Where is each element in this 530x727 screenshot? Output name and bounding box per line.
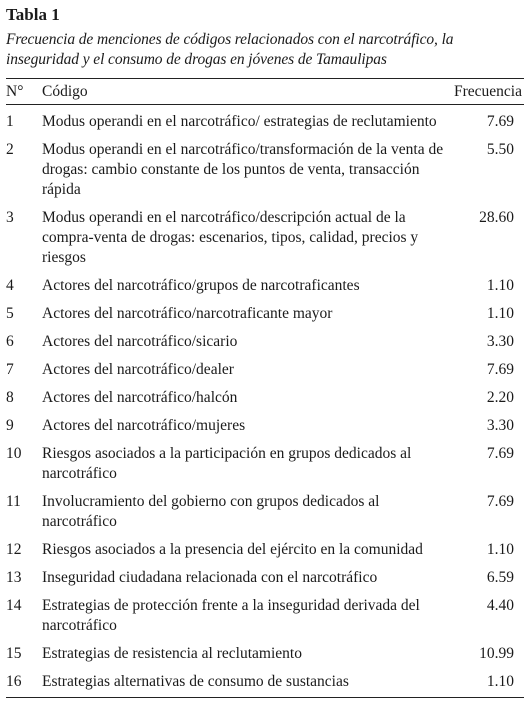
table-row xyxy=(6,356,524,384)
header-num: N° xyxy=(6,82,24,100)
table-row xyxy=(6,440,524,488)
row-code: Involucramiento del gobierno con grupos dedicados al narcotráfico xyxy=(42,493,380,530)
row-freq: 7.69 xyxy=(486,113,514,130)
row-num: 6 xyxy=(6,333,14,350)
table-row xyxy=(6,536,524,564)
row-code: Inseguridad ciudadana relacionada con el narcotráfico xyxy=(42,569,378,586)
table-row xyxy=(6,136,524,204)
row-freq: 28.60 xyxy=(479,209,514,226)
table-body xyxy=(6,105,524,696)
row-freq: 1.10 xyxy=(486,305,514,322)
row-code: Riesgos asociados a la participación en grupos dedicados al narcotráfico xyxy=(42,445,412,482)
row-num: 10 xyxy=(6,445,22,462)
header-code: Código xyxy=(42,82,88,100)
table-bottom-rule xyxy=(6,697,524,698)
row-num: 9 xyxy=(6,417,14,434)
row-freq: 1.10 xyxy=(486,673,514,690)
row-num: 1 xyxy=(6,113,14,130)
row-num: 3 xyxy=(6,209,14,226)
row-code: Actores del narcotráfico/halcón xyxy=(42,389,238,406)
table-row xyxy=(6,204,524,272)
row-num: 15 xyxy=(6,645,22,662)
row-num: 14 xyxy=(6,597,22,614)
row-code: Modus operandi en el narcotráfico/descripción actual de la compra-venta de drogas: escenarios, tipos, calidad, precios y riesgos xyxy=(42,209,419,266)
table-row xyxy=(6,272,524,300)
table-row xyxy=(6,488,524,536)
header-freq: Frecuencia xyxy=(454,82,522,100)
row-freq: 7.69 xyxy=(486,493,514,510)
row-code: Actores del narcotráfico/dealer xyxy=(42,361,234,378)
table-row xyxy=(6,384,524,412)
table-row xyxy=(6,564,524,592)
row-num: 7 xyxy=(6,361,14,378)
table-row xyxy=(6,108,524,136)
row-code: Actores del narcotráfico/sicario xyxy=(42,333,238,350)
row-freq: 3.30 xyxy=(486,333,514,350)
table-header-row xyxy=(6,79,524,105)
row-freq: 7.69 xyxy=(486,361,514,378)
row-code: Estrategias de resistencia al reclutamiento xyxy=(42,645,302,662)
table-caption: Frecuencia de menciones de códigos relacionados con el narcotráfico, la inseguridad y el consumo de drogas en jóvenes de Tamaulipas xyxy=(6,31,454,68)
row-num: 5 xyxy=(6,305,14,322)
table-row xyxy=(6,328,524,356)
row-freq: 3.30 xyxy=(486,417,514,434)
row-code: Estrategias de protección frente a la inseguridad derivada del narcotráfico xyxy=(42,597,420,634)
row-freq: 10.99 xyxy=(479,645,514,662)
table-row xyxy=(6,412,524,440)
row-code: Actores del narcotráfico/narcotraficante mayor xyxy=(42,305,333,322)
row-code: Actores del narcotráfico/mujeres xyxy=(42,417,246,434)
row-freq: 4.40 xyxy=(486,597,514,614)
row-code: Estrategias alternativas de consumo de sustancias xyxy=(42,673,349,690)
row-num: 4 xyxy=(6,277,14,294)
row-code: Modus operandi en el narcotráfico/transformación de la venta de drogas: cambio constante de los puntos de venta, transacción rápida xyxy=(42,141,444,198)
row-code: Modus operandi en el narcotráfico/ estrategias de reclutamiento xyxy=(42,113,437,130)
row-freq: 7.69 xyxy=(486,445,514,462)
table-row xyxy=(6,300,524,328)
row-freq: 5.50 xyxy=(486,141,514,158)
row-freq: 1.10 xyxy=(486,541,514,558)
row-freq: 2.20 xyxy=(486,389,514,406)
row-num: 8 xyxy=(6,389,14,406)
row-num: 16 xyxy=(6,673,22,690)
table-row xyxy=(6,592,524,640)
table-row xyxy=(6,640,524,668)
row-freq: 6.59 xyxy=(486,569,514,586)
row-num: 13 xyxy=(6,569,22,586)
table-label: Tabla 1 xyxy=(6,5,60,24)
row-num: 2 xyxy=(6,141,14,158)
row-code: Actores del narcotráfico/grupos de narcotraficantes xyxy=(42,277,360,294)
row-freq: 1.10 xyxy=(486,277,514,294)
table-container xyxy=(6,0,524,698)
row-num: 11 xyxy=(6,493,21,510)
row-num: 12 xyxy=(6,541,22,558)
row-code: Riesgos asociados a la presencia del ejército en la comunidad xyxy=(42,541,423,558)
table-row xyxy=(6,668,524,696)
